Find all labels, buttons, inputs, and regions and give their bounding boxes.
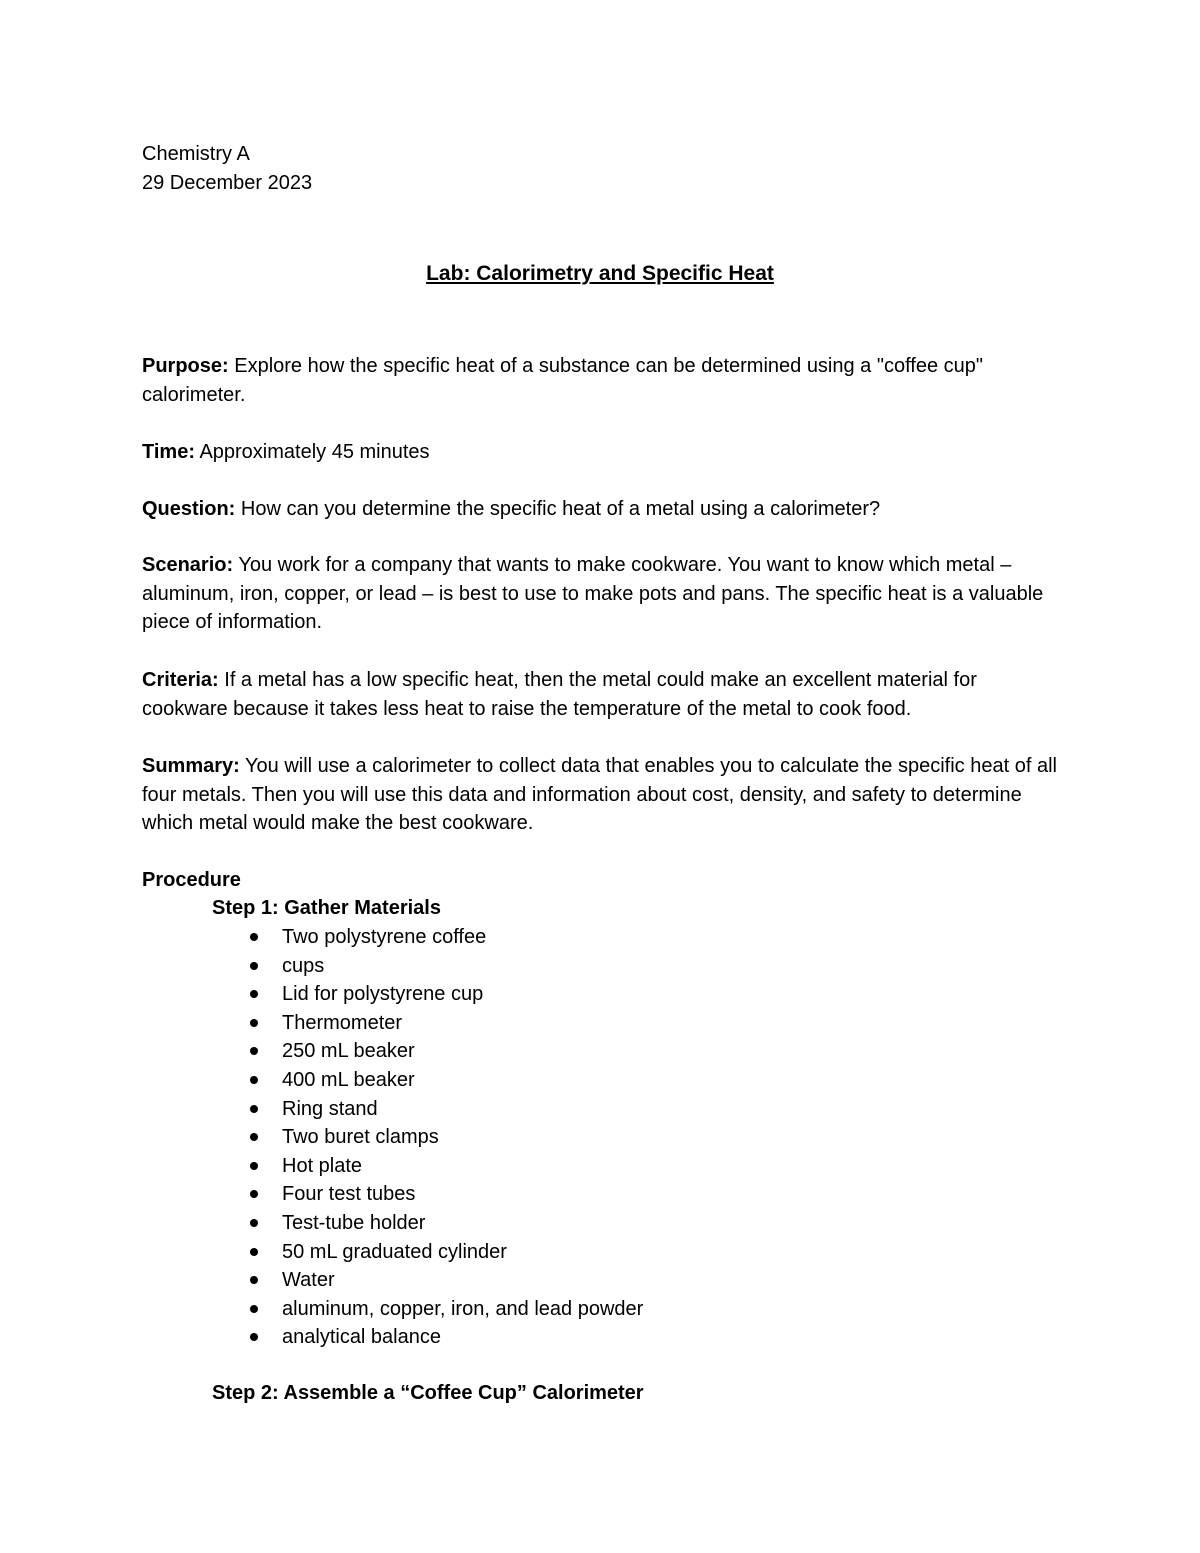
bullet-icon [250, 1219, 258, 1227]
list-item [212, 1209, 643, 1238]
material-label: analytical balance [282, 1326, 441, 1349]
list-item [212, 923, 643, 952]
material-label: Two polystyrene coffee [282, 926, 487, 948]
criteria-label: Criteria: [142, 669, 219, 691]
list-item [212, 1266, 643, 1295]
time-label: Time: [142, 441, 195, 463]
list-item [212, 1238, 643, 1267]
time-paragraph [142, 438, 1062, 467]
summary-paragraph [142, 752, 1062, 838]
bullet-icon [250, 933, 258, 941]
material-label: 400 mL beaker [282, 1068, 415, 1091]
bullet-icon [250, 1162, 258, 1170]
bullet-icon [250, 1305, 258, 1313]
bullet-icon [250, 1133, 258, 1141]
bullet-icon [250, 990, 258, 998]
list-item [212, 1037, 643, 1066]
material-label: 250 mL beaker [282, 1040, 415, 1063]
purpose-text: Explore how the specific heat of a substance can be determined using a "coffee cup" calorimeter. [142, 355, 983, 406]
bullet-icon [250, 1076, 258, 1084]
bullet-icon [250, 1248, 258, 1256]
material-label: 50 mL graduated cylinder [282, 1240, 507, 1263]
material-label: Lid for polystyrene cup [282, 983, 484, 1006]
list-item [212, 1323, 643, 1352]
scenario-label: Scenario: [142, 554, 234, 576]
list-item [212, 1095, 643, 1124]
material-label: Test-tube holder [282, 1211, 426, 1234]
purpose-label: Purpose: [142, 355, 229, 377]
question-text: How can you determine the specific heat of a metal using a calorimeter? [235, 498, 881, 520]
material-label: Water [282, 1269, 335, 1292]
list-item [212, 1066, 643, 1095]
bullet-icon [250, 1276, 258, 1284]
step1-heading: Step 1: Gather Materials [212, 897, 441, 919]
material-label: Four test tubes [282, 1183, 416, 1206]
material-label: Thermometer [282, 1011, 403, 1034]
bullet-icon [250, 1333, 258, 1341]
list-item [212, 1180, 643, 1209]
material-label: Hot plate [282, 1154, 363, 1177]
material-label: cups [282, 954, 325, 977]
materials-list [212, 923, 643, 1352]
document-date: 29 December 2023 [142, 171, 313, 194]
summary-label: Summary: [142, 755, 240, 777]
list-item [212, 1295, 643, 1324]
material-label: Ring stand [282, 1097, 378, 1120]
bullet-icon [250, 962, 258, 970]
criteria-text: If a metal has a low specific heat, then the metal could make an excellent material for cookware because it takes less heat to raise the temperature of the metal to cook food. [142, 669, 977, 720]
list-item [212, 1009, 643, 1038]
question-paragraph [142, 495, 1062, 524]
question-label: Question: [142, 498, 236, 520]
procedure-heading: Procedure [142, 869, 241, 891]
list-item [212, 980, 643, 1009]
course-name: Chemistry A [142, 143, 250, 165]
time-text: Approximately 45 minutes [194, 441, 430, 463]
page-title: Lab: Calorimetry and Specific Heat [426, 262, 774, 285]
scenario-text: You work for a company that wants to make cookware. You want to know which metal – aluminum, iron, copper, or lead – is best to use to make pots and pans. The specific heat is a valuable piece of information. [142, 554, 1044, 634]
bullet-icon [250, 1019, 258, 1027]
list-item [212, 1123, 643, 1152]
bullet-icon [250, 1190, 258, 1198]
scenario-paragraph [142, 551, 1062, 637]
material-label: aluminum, copper, iron, and lead powder [282, 1297, 644, 1320]
list-item [212, 952, 643, 981]
purpose-paragraph [142, 352, 1062, 409]
document-header [142, 140, 312, 197]
bullet-icon [250, 1047, 258, 1055]
criteria-paragraph [142, 666, 1062, 723]
bullet-icon [250, 1105, 258, 1113]
material-label: Two buret clamps [282, 1126, 439, 1149]
step2-heading: Step 2: Assemble a “Coffee Cup” Calorimeter [212, 1382, 644, 1404]
summary-text: You will use a calorimeter to collect data that enables you to calculate the specific heat of all four metals. Then you will use this data and information about cost, density, and safety to determine which metal would make the best cookware. [142, 755, 1057, 835]
list-item [212, 1152, 643, 1181]
